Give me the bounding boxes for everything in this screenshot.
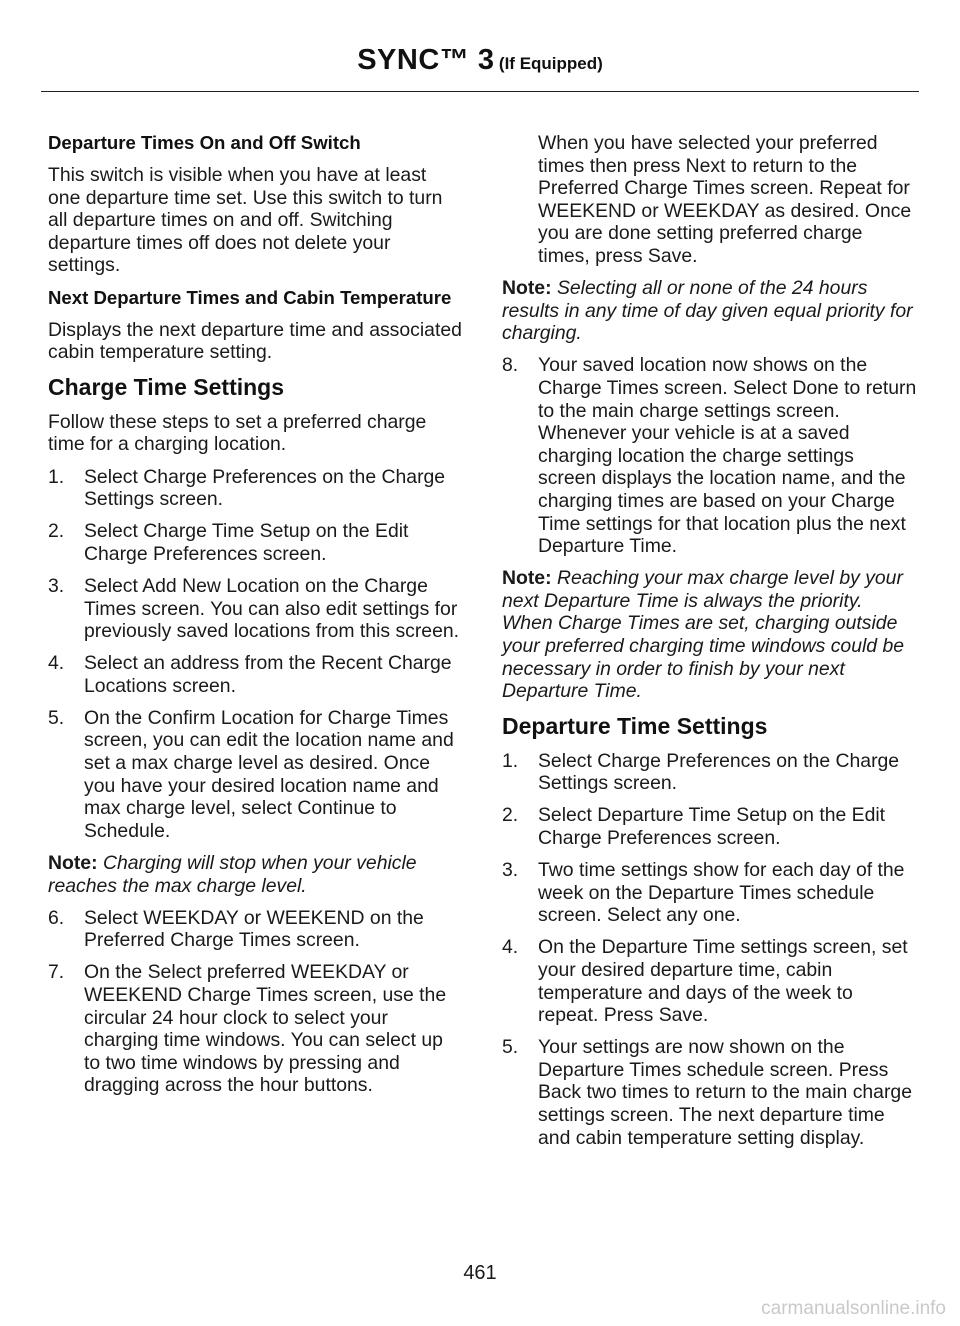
note-label: Note: bbox=[502, 567, 552, 590]
step-number: 4. bbox=[48, 652, 65, 675]
list-item bbox=[48, 575, 463, 643]
right-column bbox=[502, 132, 917, 1159]
step-text: Select Charge Preferences on the Charge Settings screen. bbox=[84, 465, 446, 511]
note-equal-priority bbox=[502, 277, 917, 345]
step-text: Two time settings show for each day of the week on the Departure Times schedule screen. Select any one. bbox=[538, 859, 905, 927]
left-column bbox=[48, 132, 463, 1106]
note-charging-stop bbox=[48, 852, 463, 897]
step-number: 1. bbox=[502, 749, 519, 772]
page-number: 461 bbox=[463, 1262, 497, 1284]
heading-next-departure: Next Departure Times and Cabin Temperature bbox=[48, 286, 452, 308]
step-number: 2. bbox=[48, 520, 65, 543]
step-text: Select Add New Location on the Charge Times screen. You can also edit settings for previously saved locations from this screen. bbox=[84, 574, 460, 643]
header-subtitle: (If Equipped) bbox=[498, 54, 603, 73]
paragraph-charge-intro: Follow these steps to set a preferred charge time for a charging location. bbox=[48, 410, 427, 456]
step-text: On the Select preferred WEEKDAY or WEEKEND Charge Times screen, use the circular 24 hour clock to select your charging time windows. You can select up to two time windows by pressing and dragging across the hour buttons. bbox=[84, 961, 447, 1097]
step-number: 5. bbox=[48, 706, 65, 729]
charge-steps-list-a bbox=[48, 466, 463, 843]
step-text: Select Charge Time Setup on the Edit Charge Preferences screen. bbox=[84, 520, 409, 565]
departure-steps-list bbox=[502, 750, 917, 1150]
heading-departure-switch: Departure Times On and Off Switch bbox=[48, 132, 361, 153]
step-number: 8. bbox=[502, 354, 519, 377]
list-item bbox=[502, 354, 917, 557]
paragraph-switch: This switch is visible when you have at least one departure time set. Use this switch to turn all departure times on and off. Switching departure times off does not delete your settings. bbox=[48, 164, 443, 277]
step-text: Select Charge Preferences on the Charge Settings screen. bbox=[538, 749, 900, 795]
step-7-continuation: When you have selected your preferred times then press Next to return to the Preferred Charge Times screen. Repeat for WEEKEND or WEEKDAY as desired. Once you are done setting preferred charge times, press Save. bbox=[538, 132, 912, 267]
step-text: Select an address from the Recent Charge Locations screen. bbox=[84, 652, 452, 697]
step-text: Your saved location now shows on the Charge Times screen. Select Done to return to the main charge settings screen. Whenever your vehicle is at a saved charging location the charge settings screen displays the location name, and the charging times are based on your Charge Time settings for that location plus the next Departure Time. bbox=[538, 354, 917, 558]
step-number: 5. bbox=[502, 1036, 519, 1059]
list-item bbox=[48, 961, 463, 1097]
step-number: 6. bbox=[48, 906, 65, 929]
step-text: On the Departure Time settings screen, set your desired departure time, cabin temperature and days of the week to repeat. Press Save. bbox=[538, 936, 908, 1027]
step-text: On the Confirm Location for Charge Times screen, you can edit the location name and set a max charge level as desired. Once you have your desired location name and max charge level, select Continue to Schedule. bbox=[84, 706, 454, 842]
note-text: Selecting all or none of the 24 hours results in any time of day given equal priority for charging. bbox=[502, 277, 913, 345]
note-label: Note: bbox=[48, 851, 98, 874]
paragraph-next-departure: Displays the next departure time and associated cabin temperature setting. bbox=[48, 318, 462, 364]
step-number: 4. bbox=[502, 936, 519, 959]
list-item bbox=[502, 936, 917, 1026]
note-label: Note: bbox=[502, 277, 552, 300]
section-charge-time-settings: Charge Time Settings bbox=[48, 374, 285, 401]
list-item bbox=[502, 804, 917, 849]
list-item bbox=[502, 859, 917, 927]
charge-steps-list-b bbox=[48, 907, 463, 1097]
note-max-charge-priority bbox=[502, 567, 917, 703]
list-item bbox=[48, 466, 463, 511]
step-number: 2. bbox=[502, 804, 519, 827]
step-number: 3. bbox=[48, 574, 65, 597]
section-departure-time-settings: Departure Time Settings bbox=[502, 713, 768, 740]
step-number: 3. bbox=[502, 859, 519, 882]
list-item bbox=[502, 750, 917, 795]
step-text: Your settings are now shown on the Departure Times schedule screen. Press Back two times to return to the main charge settings screen. The next departure time and cabin temperature setting display. bbox=[538, 1036, 912, 1149]
step-number: 1. bbox=[48, 465, 65, 488]
charge-steps-list-c bbox=[502, 354, 917, 557]
list-item bbox=[502, 1036, 917, 1149]
note-text: Reaching your max charge level by your next Departure Time is always the priority. When Charge Times are set, charging outside your preferred charging time windows could be necessary in order to finish by your next Departure Time. bbox=[502, 567, 905, 703]
step-text: Select Departure Time Setup on the Edit Charge Preferences screen. bbox=[538, 804, 886, 850]
step-number: 7. bbox=[48, 961, 65, 984]
list-item bbox=[48, 520, 463, 565]
header-title: SYNC™ 3 bbox=[357, 44, 495, 76]
note-text: Charging will stop when your vehicle reaches the max charge level. bbox=[48, 851, 417, 897]
list-item bbox=[48, 707, 463, 843]
step-text: Select WEEKDAY or WEEKEND on the Preferred Charge Times screen. bbox=[84, 906, 424, 952]
list-item bbox=[48, 907, 463, 952]
page-header bbox=[0, 44, 960, 77]
list-item bbox=[48, 652, 463, 697]
header-rule bbox=[41, 91, 919, 92]
watermark: carmanualsonline.info bbox=[761, 1298, 946, 1319]
